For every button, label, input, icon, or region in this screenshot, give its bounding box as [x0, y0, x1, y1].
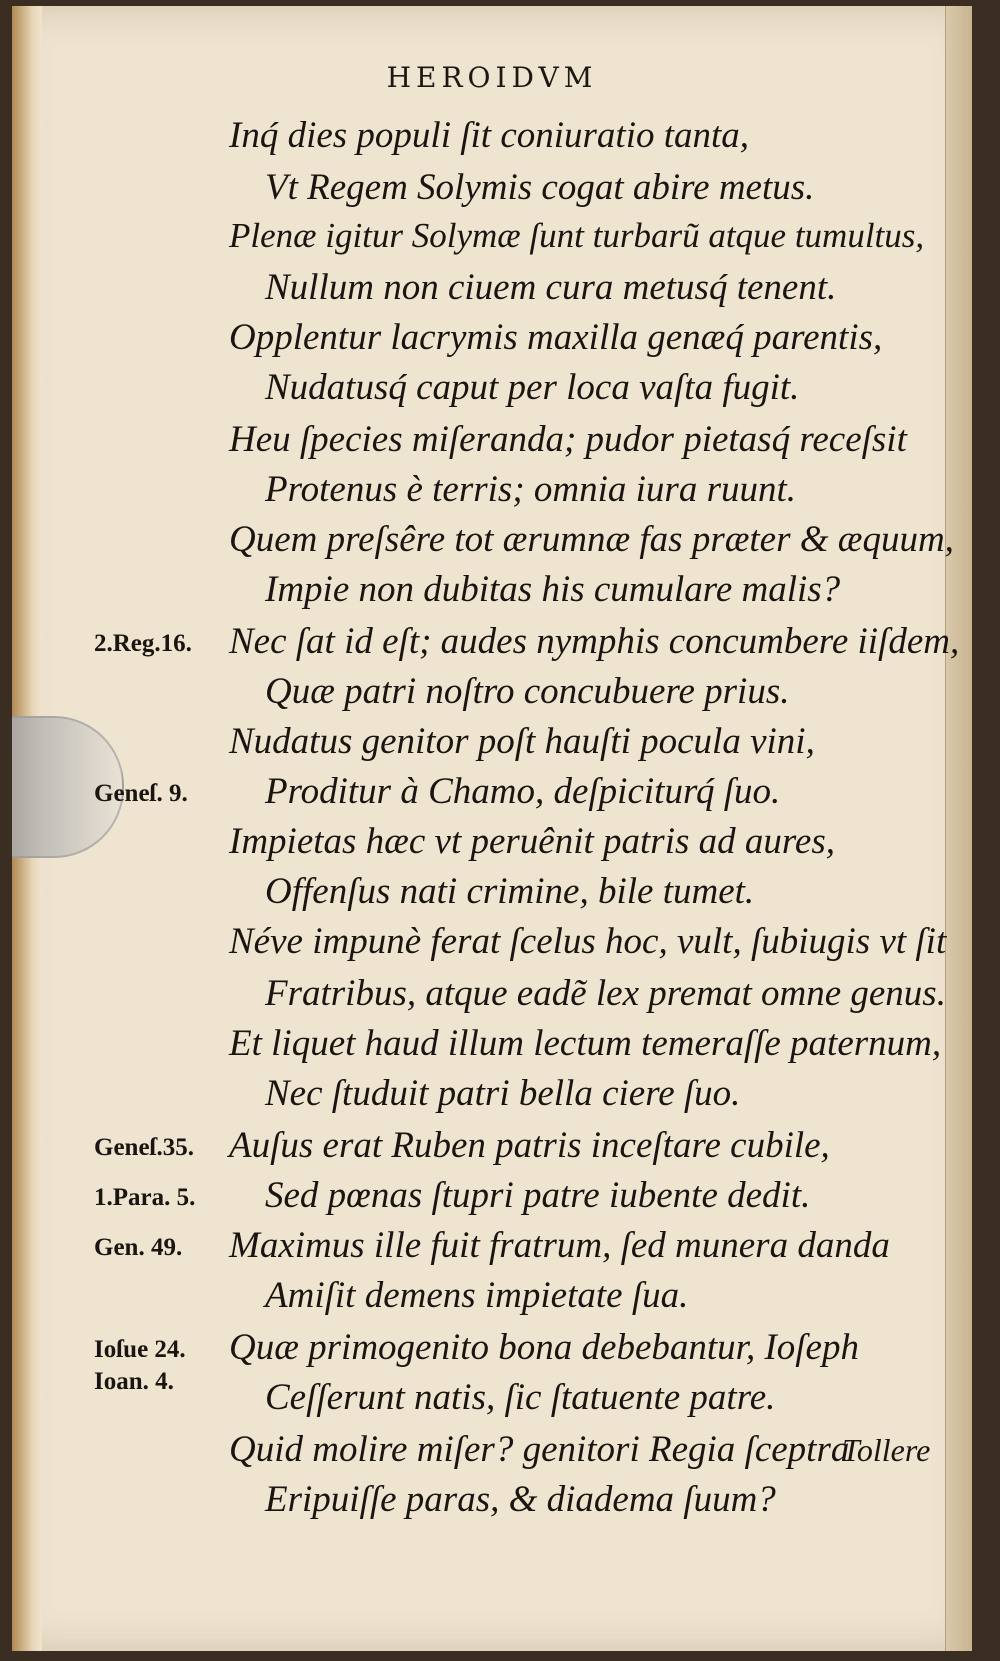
margin-note: 2.Reg.16. — [94, 630, 192, 657]
verse-line: Sed pœnas ſtupri patre iubente dedit. — [265, 1175, 811, 1216]
verse-line: Néve impunè ferat ſcelus hoc, vult, ſubiugis vt ſit — [229, 921, 947, 962]
verse-line: Nullum non ciuem cura metusq́ tenent. — [265, 267, 837, 308]
catchword: Tollere — [842, 1432, 931, 1468]
verse-line: Auſus erat Ruben patris inceſtare cubile, — [229, 1125, 830, 1166]
margin-note: Ioſue 24. — [94, 1336, 186, 1363]
margin-note: Geneſ. 9. — [94, 780, 188, 807]
verse-line: Quid molire miſer? genitori Regia ſceptra — [229, 1429, 850, 1470]
verse-line: Fratribus, atque eadẽ lex premat omne genus. — [265, 973, 946, 1014]
margin-note: Gen. 49. — [94, 1234, 183, 1261]
verse-line: Proditur à Chamo, deſpiciturq́ ſuo. — [265, 771, 781, 812]
margin-note: 1.Para. 5. — [94, 1184, 196, 1211]
verse-line: Impie non dubitas his cumulare malis? — [265, 569, 841, 610]
verse-line: Maximus ille fuit fratrum, ſed munera danda — [229, 1225, 890, 1266]
verse-line: Plenæ igitur Solymæ ſunt turbarũ atque tumultus, — [229, 216, 925, 255]
verse-line: Heu ſpecies miſeranda; pudor pietasq́ receſsit — [229, 419, 907, 460]
verse-line: Ceſſerunt natis, ſic ſtatuente patre. — [265, 1377, 776, 1418]
verse-line: Eripuiſſe paras, & diadema ſuum? — [265, 1479, 776, 1520]
verse-line: Et liquet haud illum lectum temeraſſe paternum, — [229, 1023, 942, 1064]
verse-line: Nudatus genitor poſt hauſti pocula vini, — [229, 721, 815, 762]
verse-line: Offenſus nati crimine, bile tumet. — [265, 871, 755, 912]
margin-note: Geneſ.35. — [94, 1134, 194, 1161]
verse-line: Opplentur lacrymis maxilla genæq́ parentis, — [229, 317, 883, 358]
verse-line: Vt Regem Solymis cogat abire metus. — [265, 167, 815, 208]
verse-line: Inq́ dies populi ſit coniuratio tanta, — [229, 115, 750, 156]
book-page — [12, 6, 972, 1651]
margin-note: Ioan. 4. — [94, 1368, 174, 1395]
verse-line: Amiſit demens impietate ſua. — [265, 1275, 689, 1316]
verse-line: Impietas hæc vt peruênit patris ad aures, — [229, 821, 835, 862]
verse-line: Nudatusq́ caput per loca vaſta fugit. — [265, 367, 800, 408]
running-head: HEROIDVM — [386, 61, 598, 94]
verse-line: Nec ſtuduit patri bella ciere ſuo. — [265, 1073, 741, 1114]
verse-line: Protenus è terris; omnia iura ruunt. — [265, 469, 797, 510]
verse-line: Quæ patri noſtro concubuere prius. — [265, 671, 790, 712]
facing-page-edge — [945, 6, 972, 1651]
verse-line: Quem preſsêre tot ærumnæ fas præter & æquum, — [229, 519, 954, 560]
verse-line: Quæ primogenito bona debebantur, Ioſeph — [229, 1327, 859, 1368]
verse-line: Nec ſat id eſt; audes nymphis concumbere iiſdem, — [229, 621, 960, 662]
